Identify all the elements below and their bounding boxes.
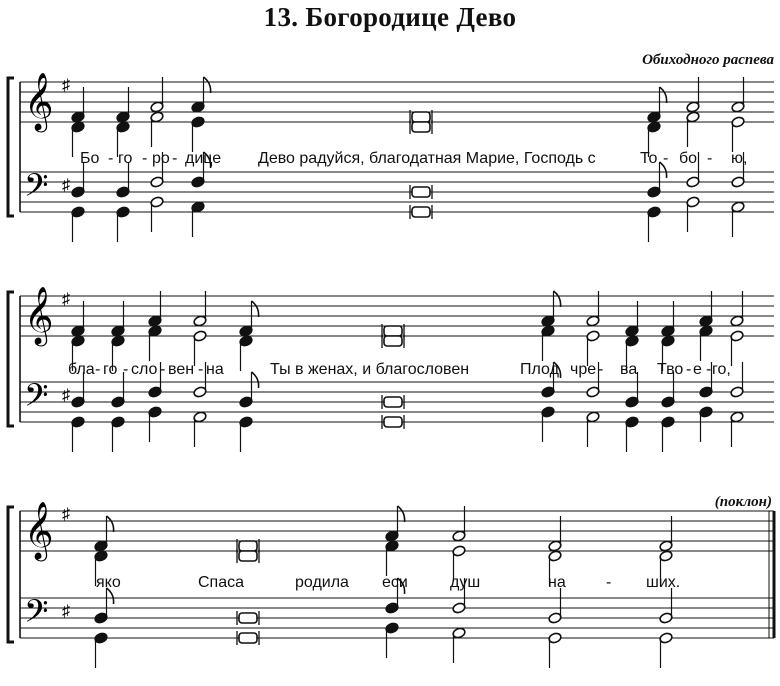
lyric-syllable: Тво [657, 361, 684, 378]
system-bracket [8, 507, 14, 642]
bass-clef-icon: 𝄢 [24, 593, 49, 637]
lyric-syllable: на [548, 574, 566, 591]
breve-note [239, 633, 257, 643]
lyric-syllable: ю, [731, 150, 748, 167]
sharp-key-signature-icon: ♯ [62, 603, 70, 620]
lyric-syllable: - [123, 361, 129, 378]
eighth-flag [660, 87, 667, 103]
lyric-syllable: бла [68, 361, 95, 378]
lyric-syllable: Дево радуйся, благодатная Марие, Господь с [258, 150, 596, 167]
breve-note [239, 613, 257, 623]
page-title: 13. Богородице Дево [263, 2, 517, 32]
lyric-syllable: вен [168, 361, 195, 378]
breve-note [412, 112, 430, 122]
lyric-syllable: - [686, 361, 692, 378]
lyric-syllable: родила [295, 574, 349, 591]
lyric-syllable: го [118, 150, 133, 167]
bass-clef-icon: 𝄢 [24, 377, 49, 421]
lyric-syllable: на [206, 361, 224, 378]
breve-note [384, 336, 402, 346]
lyric-syllable: душ [450, 574, 481, 591]
bow-annotation: (поклон) [714, 494, 772, 510]
lyric-syllable: - [198, 361, 204, 378]
sharp-key-signature-icon: ♯ [62, 291, 70, 308]
treble-clef-icon: 𝄞 [24, 286, 54, 344]
breve-note [384, 326, 402, 336]
lyric-syllable: го [103, 361, 118, 378]
sharp-key-signature-icon: ♯ [62, 387, 70, 404]
breve-note [412, 207, 430, 217]
treble-clef-icon: 𝄞 [24, 72, 54, 130]
bass-clef-icon: 𝄢 [24, 167, 49, 211]
lyric-syllable: - [95, 361, 101, 378]
treble-clef-icon: 𝄞 [24, 501, 54, 559]
sharp-key-signature-icon: ♯ [62, 177, 70, 194]
system-bracket [8, 78, 14, 216]
lyric-syllable: еси [382, 574, 408, 591]
lyric-syllable: Ты в женах, и благословен [270, 361, 470, 378]
lyric-syllable: - [606, 574, 612, 591]
lyric-syllable: ро [152, 150, 170, 167]
breve-note [384, 417, 402, 427]
lyric-syllable: - [707, 150, 713, 167]
lyric-syllable: яко [96, 574, 121, 591]
lyric-syllable: дице [185, 150, 222, 167]
lyric-syllable: Плод [520, 361, 559, 378]
lyric-syllable: - [663, 150, 669, 167]
system-bracket [8, 292, 14, 426]
eighth-flag [107, 516, 114, 532]
lyric-syllable: - [598, 361, 604, 378]
eighth-flag [554, 291, 561, 307]
breve-note [239, 551, 257, 561]
lyric-syllable: ва [620, 361, 638, 378]
lyric-syllable: чре [570, 361, 597, 378]
chant-subtitle: Обиходного распева [642, 52, 774, 68]
sharp-key-signature-icon: ♯ [62, 506, 70, 523]
lyric-syllable: Спаса [198, 574, 245, 591]
lyric-syllable: - [108, 150, 114, 167]
sharp-key-signature-icon: ♯ [62, 77, 70, 94]
lyric-syllable: Бо [80, 150, 100, 167]
lyric-syllable: е [693, 361, 702, 378]
breve-note [412, 122, 430, 132]
breve-note [384, 397, 402, 407]
lyric-syllable: бо [679, 150, 698, 167]
breve-note [412, 187, 430, 197]
lyric-syllable: ших. [646, 574, 681, 591]
lyric-syllable: го, [712, 361, 731, 378]
eighth-flag [252, 372, 259, 388]
lyric-syllable: - [142, 150, 148, 167]
eighth-flag [398, 506, 405, 522]
eighth-flag [204, 77, 211, 93]
lyric-syllable: - [706, 361, 712, 378]
lyric-syllable: сло [131, 361, 158, 378]
lyric-syllable: - [172, 150, 178, 167]
eighth-flag [252, 301, 259, 317]
breve-note [239, 541, 257, 551]
lyric-syllable: То [640, 150, 658, 167]
lyric-syllable: - [160, 361, 166, 378]
